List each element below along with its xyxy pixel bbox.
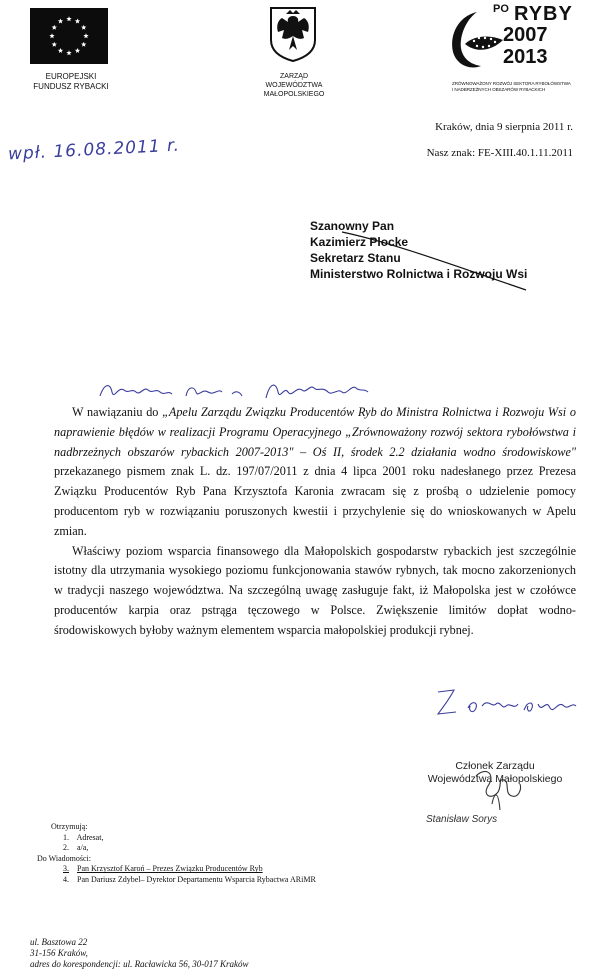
place-and-date: Kraków, dnia 9 sierpnia 2011 r. <box>435 121 573 133</box>
reference-number: Nasz znak: FE-XIII.40.1.11.2011 <box>426 147 573 159</box>
recipient-item <box>37 833 316 844</box>
crest-caption <box>250 72 338 99</box>
recipient-number: 2. <box>63 843 69 853</box>
signature-title-line: Województwa Małopolskiego <box>427 773 563 785</box>
body-paragraph-2: Właściwy poziom wsparcia finansowego dla Małopolskich gospodarstw rybackich jest szczególnie istotny dla utrzymania wysokiego poziomu funkcjonowania stawów rybnych, tak mocno zakorzenionych w tradycji naszego województwa. Na szczególną uwagę zasługuje fakt, iż Małopolska jest w czołówce producentów karpia oraz pstrąga tęczowego w Polsce. Zwiększenie limitów dopłat wodno-środowiskowych byłoby ważnym elementem wsparcia małopolskiej produkcji rybnej. <box>54 543 576 637</box>
crest-caption-line: WOJEWÓDZTWA <box>265 82 323 89</box>
body-text: przekazanego pismem znak L. dz. 197/07/2011 z dnia 4 lipca 2001 roku nadesłanego przez Prezesa Związku Producentów Ryb Pana Krzysztofa Karonia zwracam się z prośbą o udzielenie pomocy producentom ryb w rozwiązaniu poruszonych kwestii i przychylenie się do wnioskowanych w Apelu zmian. <box>54 464 576 538</box>
distribution-list <box>37 822 316 886</box>
cc-number: 3. <box>63 864 69 874</box>
po-ryby-logo-mark <box>447 8 507 70</box>
address-street: ul. Basztowa 22 <box>30 937 88 947</box>
appeal-title-italic: „Apelu Zarządu Związku Producentów Ryb do Ministra Rolnictwa i Rozwoju Wsi o naprawienie błędów w realizacji Programu Operacyjnego „Zrównoważony rozwój sektora rybołówstwa i nadbrzeżnych obszarów rybackich 2007-2013" – Oś II, środek 2.2 działania wodno środowiskowe" <box>54 405 576 459</box>
strike-through-scribble <box>340 228 530 294</box>
signature-title-line: Członek Zarządu <box>455 760 535 772</box>
handwritten-closing <box>432 684 582 728</box>
recipient-text: Adresat, <box>76 832 104 842</box>
recipient-number: 1. <box>63 832 69 842</box>
voivodeship-crest-logo <box>268 6 318 62</box>
eu-fund-caption <box>24 72 118 92</box>
ryby-tagline-line: ZRÓWNOWAŻONY ROZWÓJ SEKTORA RYBOŁÓWSTWA <box>452 81 571 86</box>
office-address-footer <box>30 937 249 970</box>
address-correspondence: adres do korespondencji: ul. Racławicka 56, 30-017 Kraków <box>30 959 249 969</box>
received-date-handwritten: wpł. 16.08.2011 r. <box>7 135 181 165</box>
addressee-ministry: Ministerstwo Rolnictwa i Rozwoju Wsi <box>310 267 528 281</box>
eu-caption-line: EUROPEJSKI <box>45 72 97 81</box>
body-paragraph-1 <box>54 403 576 542</box>
cc-text: Pan Krzysztof Karoń – Prezes Związku Producentów Ryb <box>77 864 263 874</box>
addressee-salutation: Szanowny Pan <box>310 219 395 233</box>
ryby-logo-year-end: 2013 <box>503 46 548 68</box>
recipient-item <box>37 843 316 854</box>
ryby-tagline-line: I NADBRZEŻNYCH OBSZARÓW RYBACKICH <box>452 87 546 92</box>
ryby-logo-tagline <box>452 81 592 93</box>
ryby-logo-year-start: 2007 <box>503 24 548 46</box>
addressee-name: Kazimierz Plocke <box>310 235 409 249</box>
eu-flag-logo <box>30 8 108 64</box>
ryby-logo-word: RYBY <box>514 3 573 25</box>
recipient-text: a/a, <box>77 843 89 853</box>
handwritten-greeting <box>96 378 396 404</box>
address-city: 31-156 Kraków, <box>30 948 88 958</box>
letter-body <box>54 403 576 641</box>
ryby-logo-po: PO <box>493 3 509 15</box>
body-text: W nawiązaniu do <box>72 405 163 419</box>
crest-caption-line: MAŁOPOLSKIEGO <box>263 91 325 98</box>
addressee-position: Sekretarz Stanu <box>310 251 401 265</box>
cc-number: 4. <box>63 874 69 884</box>
cc-text: Pan Dariusz Zdybel– Dyrektor Departamentu Wsparcia Rybactwa ARiMR <box>77 874 316 884</box>
signatory-name: Stanisław Sorys <box>426 814 498 825</box>
signature-scribble <box>468 764 528 814</box>
cc-item <box>37 875 316 886</box>
cc-label: Do Wiadomości: <box>37 853 91 863</box>
recipients-label: Otrzymują: <box>51 822 88 831</box>
cc-item <box>37 864 316 875</box>
eu-caption-line: FUNDUSZ RYBACKI <box>33 82 109 91</box>
crest-caption-line: ZARZĄD <box>280 73 308 80</box>
